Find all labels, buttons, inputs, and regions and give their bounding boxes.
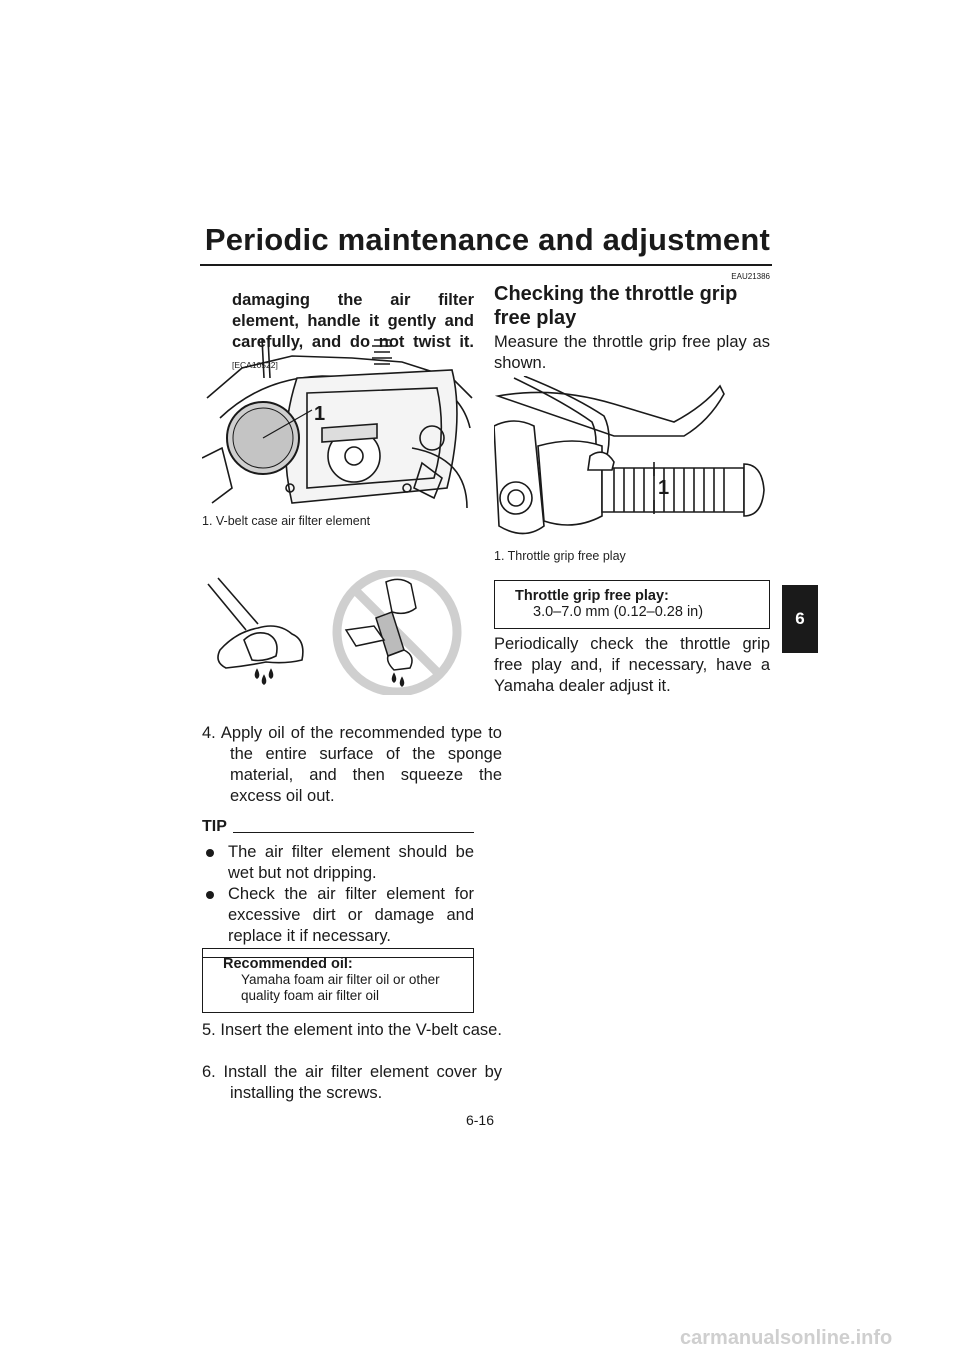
tip-heading — [202, 818, 474, 836]
step-6 — [202, 1062, 502, 1104]
step-4 — [202, 723, 502, 807]
caution-body: damaging the air filter element, handle it gently and carefully, and do not twist it. — [232, 291, 474, 351]
tip-block — [202, 818, 474, 958]
squeeze-vs-twist-illustration — [206, 570, 468, 695]
step-5 — [202, 1020, 502, 1041]
caution-code: [ECA10522] — [232, 360, 278, 370]
step-6-number: 6. — [202, 1063, 216, 1081]
figure1-caption: 1. V-belt case air filter element — [202, 514, 371, 528]
tip-item-2 — [202, 884, 474, 947]
tip-item-1 — [202, 842, 474, 884]
spec-value: Yamaha foam air filter oil or other quality foam air filter oil — [241, 972, 440, 1003]
footer-watermark: carmanualsonline.info — [680, 1327, 893, 1349]
throttle-grip-illustration — [494, 376, 770, 548]
page-number: 6-16 — [465, 1112, 495, 1128]
step-5-text: Insert the element into the V-belt case. — [220, 1021, 502, 1039]
tip-label: TIP — [202, 818, 227, 835]
step-4-number: 4. — [202, 724, 216, 742]
section-outro: Periodically check the throttle grip free play and, if necessary, have a Yamaha dealer adjust it. — [494, 635, 770, 695]
header-divider — [200, 264, 772, 266]
recommended-oil-box — [202, 948, 474, 1013]
vbelt-case-illustration — [202, 338, 474, 510]
bullet-icon — [206, 891, 214, 899]
bullet-icon — [206, 849, 214, 857]
section-intro: Measure the throttle grip free play as shown. — [494, 333, 770, 372]
figure3-callout: 1 — [658, 477, 670, 499]
spec-title: Recommended oil: — [223, 956, 353, 972]
step-5-number: 5. — [202, 1021, 216, 1039]
free-play-spec-box — [494, 580, 770, 629]
tip-item-text: Check the air filter element for excessive dirt or damage and replace it if necessary. — [228, 885, 474, 945]
tip-item-text: The air filter element should be wet but not dripping. — [228, 843, 474, 882]
page-header-title: Periodic maintenance and adjustment — [204, 222, 770, 257]
spec-value: 3.0–7.0 mm (0.12–0.28 in) — [533, 604, 704, 620]
figure3-caption: 1. Throttle grip free play — [494, 549, 626, 563]
tip-rule — [233, 832, 474, 833]
section-title: Checking the throttle grip free play — [494, 283, 738, 329]
section-ref-code: EAU21386 — [731, 272, 770, 281]
step-4-text: Apply oil of the recommended type to the entire surface of the sponge material, and then squeeze the excess oil out. — [220, 724, 502, 805]
step-6-text: Install the air filter element cover by installing the screws. — [223, 1063, 502, 1102]
figure1-callout: 1 — [314, 403, 326, 425]
chapter-tab: 6 — [782, 585, 818, 653]
spec-title: Throttle grip free play: — [515, 588, 669, 604]
